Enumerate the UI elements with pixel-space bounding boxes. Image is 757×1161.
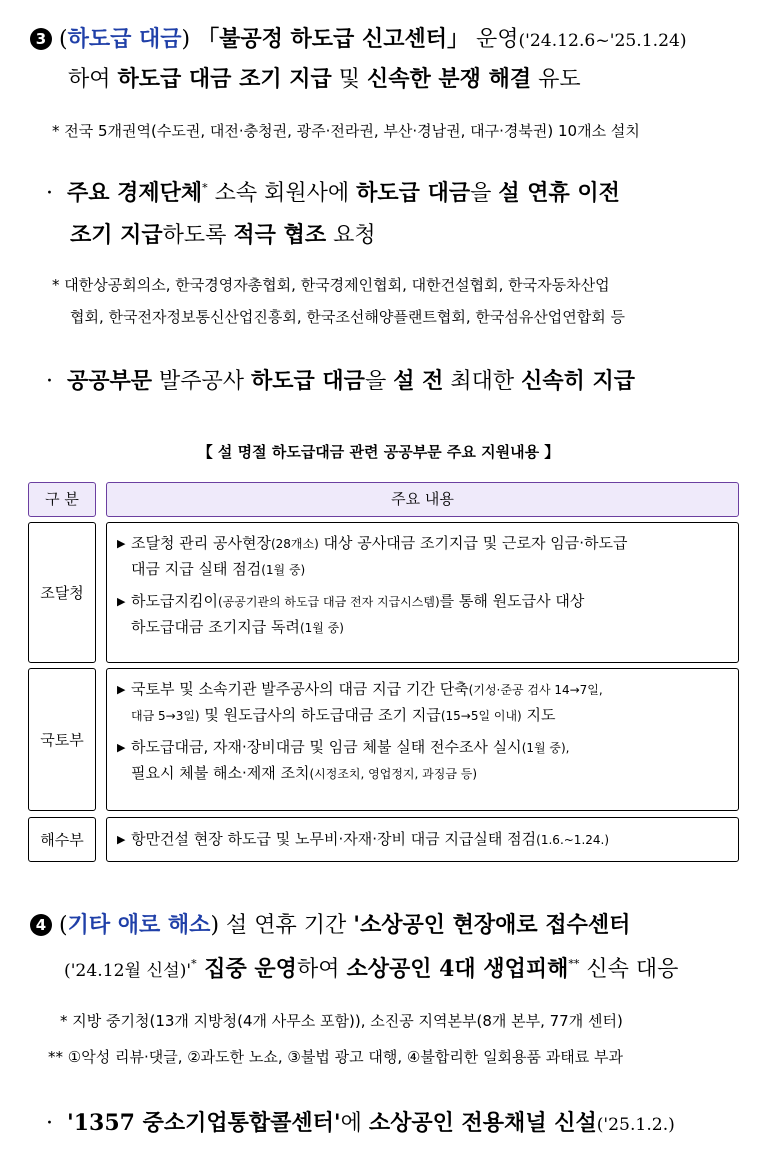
triangle-bullet-icon: ▶	[117, 595, 126, 608]
section4-note2: ** ①악성 리뷰·댓글, ②과도한 노쇼, ③불법 광고 대행, ④불합리한 일회용품 과태료 부과	[48, 1048, 624, 1066]
bullet1-note-line1: * 대한상공회의소, 한국경영자총협회, 한국경제인협회, 대한건설협회, 한국자동차산업	[52, 276, 610, 294]
table-caption: 【 설 명절 하도급대금 관련 공공부문 주요 지원내용 】	[197, 443, 560, 461]
list-item: ▶ 조달청 관리 공사현장(28개소) 대상 공사대금 조기지급 및 근로자 임금·하도급 대금 지급 실태 점검(1월 중)	[117, 531, 728, 583]
report-center-name: 「불공정 하도급 신고센터」	[197, 26, 469, 52]
list-item: ▶ 항만건설 현장 하도급 및 노무비·자재·장비 대금 지급실태 점검(1.6.~1.24.)	[117, 827, 728, 853]
section3-tag: 하도급 대금	[67, 27, 182, 52]
bullet-dot: ·	[46, 181, 53, 206]
table-header-category: 구 분	[28, 482, 96, 517]
table-header-content: 주요 내용	[106, 482, 739, 517]
table-row-content	[106, 522, 739, 663]
list-item: ▶ 하도급대금, 자재·장비대금 및 임금 체불 실태 전수조사 실시(1월 중), 필요시 체불 해소·제재 조치(시정조치, 영업정지, 과징금 등)	[117, 735, 728, 787]
section3-heading-line1: 3 (하도급 대금) 「불공정 하도급 신고센터」 운영('24.12.6~'25.1.24)	[30, 22, 687, 53]
section4-heading-line1: 4 (기타 애로 해소) 설 연휴 기간 '소상공인 현장애로 접수센터	[30, 908, 630, 939]
period: ('24.12.6~'25.1.24)	[518, 31, 687, 51]
bullet1-line1: · 주요 경제단체* 소속 회원사에 하도급 대금을 설 연휴 이전	[46, 180, 620, 206]
section-number-badge: 3	[30, 28, 52, 50]
section4-note1: * 지방 중기청(13개 지방청(4개 사무소 포함)), 소진공 지역본부(8개 본부, 77개 센터)	[60, 1012, 623, 1030]
bullet1-line2: 조기 지급하도록 적극 협조 요청	[70, 222, 376, 248]
table-row-content	[106, 817, 739, 862]
triangle-bullet-icon: ▶	[117, 537, 126, 550]
section-number-badge: 4	[30, 914, 52, 936]
table-row-category: 조달청	[28, 522, 96, 663]
table-row-category: 해수부	[28, 817, 96, 862]
section3-note: * 전국 5개권역(수도권, 대전·충청권, 광주·전라권, 부산·경남권, 대구·경북권) 10개소 설치	[52, 122, 640, 140]
triangle-bullet-icon: ▶	[117, 683, 126, 696]
bullet2-line: · 공공부문 발주공사 하도급 대금을 설 전 최대한 신속히 지급	[46, 368, 636, 394]
table-row-category: 국토부	[28, 668, 96, 811]
triangle-bullet-icon: ▶	[117, 833, 126, 846]
list-item: ▶ 하도급지킴이(공공기관의 하도급 대금 전자 지급시스템)를 통해 원도급사 대상 하도급대금 조기지급 독려(1월 중)	[117, 589, 728, 641]
triangle-bullet-icon: ▶	[117, 741, 126, 754]
bullet1-note-line2: 협회, 한국전자정보통신산업진흥회, 한국조선해양플랜트협회, 한국섬유산업연합회 등	[70, 308, 626, 326]
table-row-content	[106, 668, 739, 811]
section4-tag: 기타 애로 해소	[67, 913, 211, 938]
bullet3-line: · '1357 중소기업통합콜센터'에 소상공인 전용채널 신설('25.1.2.)	[46, 1110, 675, 1136]
list-item: ▶ 국토부 및 소속기관 발주공사의 대금 지급 기간 단축(기성·준공 검사 14→7일, 대금 5→3일) 및 원도급사의 하도급대금 조기 지급(15→5일 이내) 지도	[117, 677, 728, 729]
section4-heading-line2: ('24.12월 신설)'* 집중 운영하여 소상공인 4대 생업피해** 신속 대응	[64, 956, 679, 982]
section3-heading-line2: 하여 하도급 대금 조기 지급 및 신속한 분쟁 해결 유도	[68, 66, 581, 92]
